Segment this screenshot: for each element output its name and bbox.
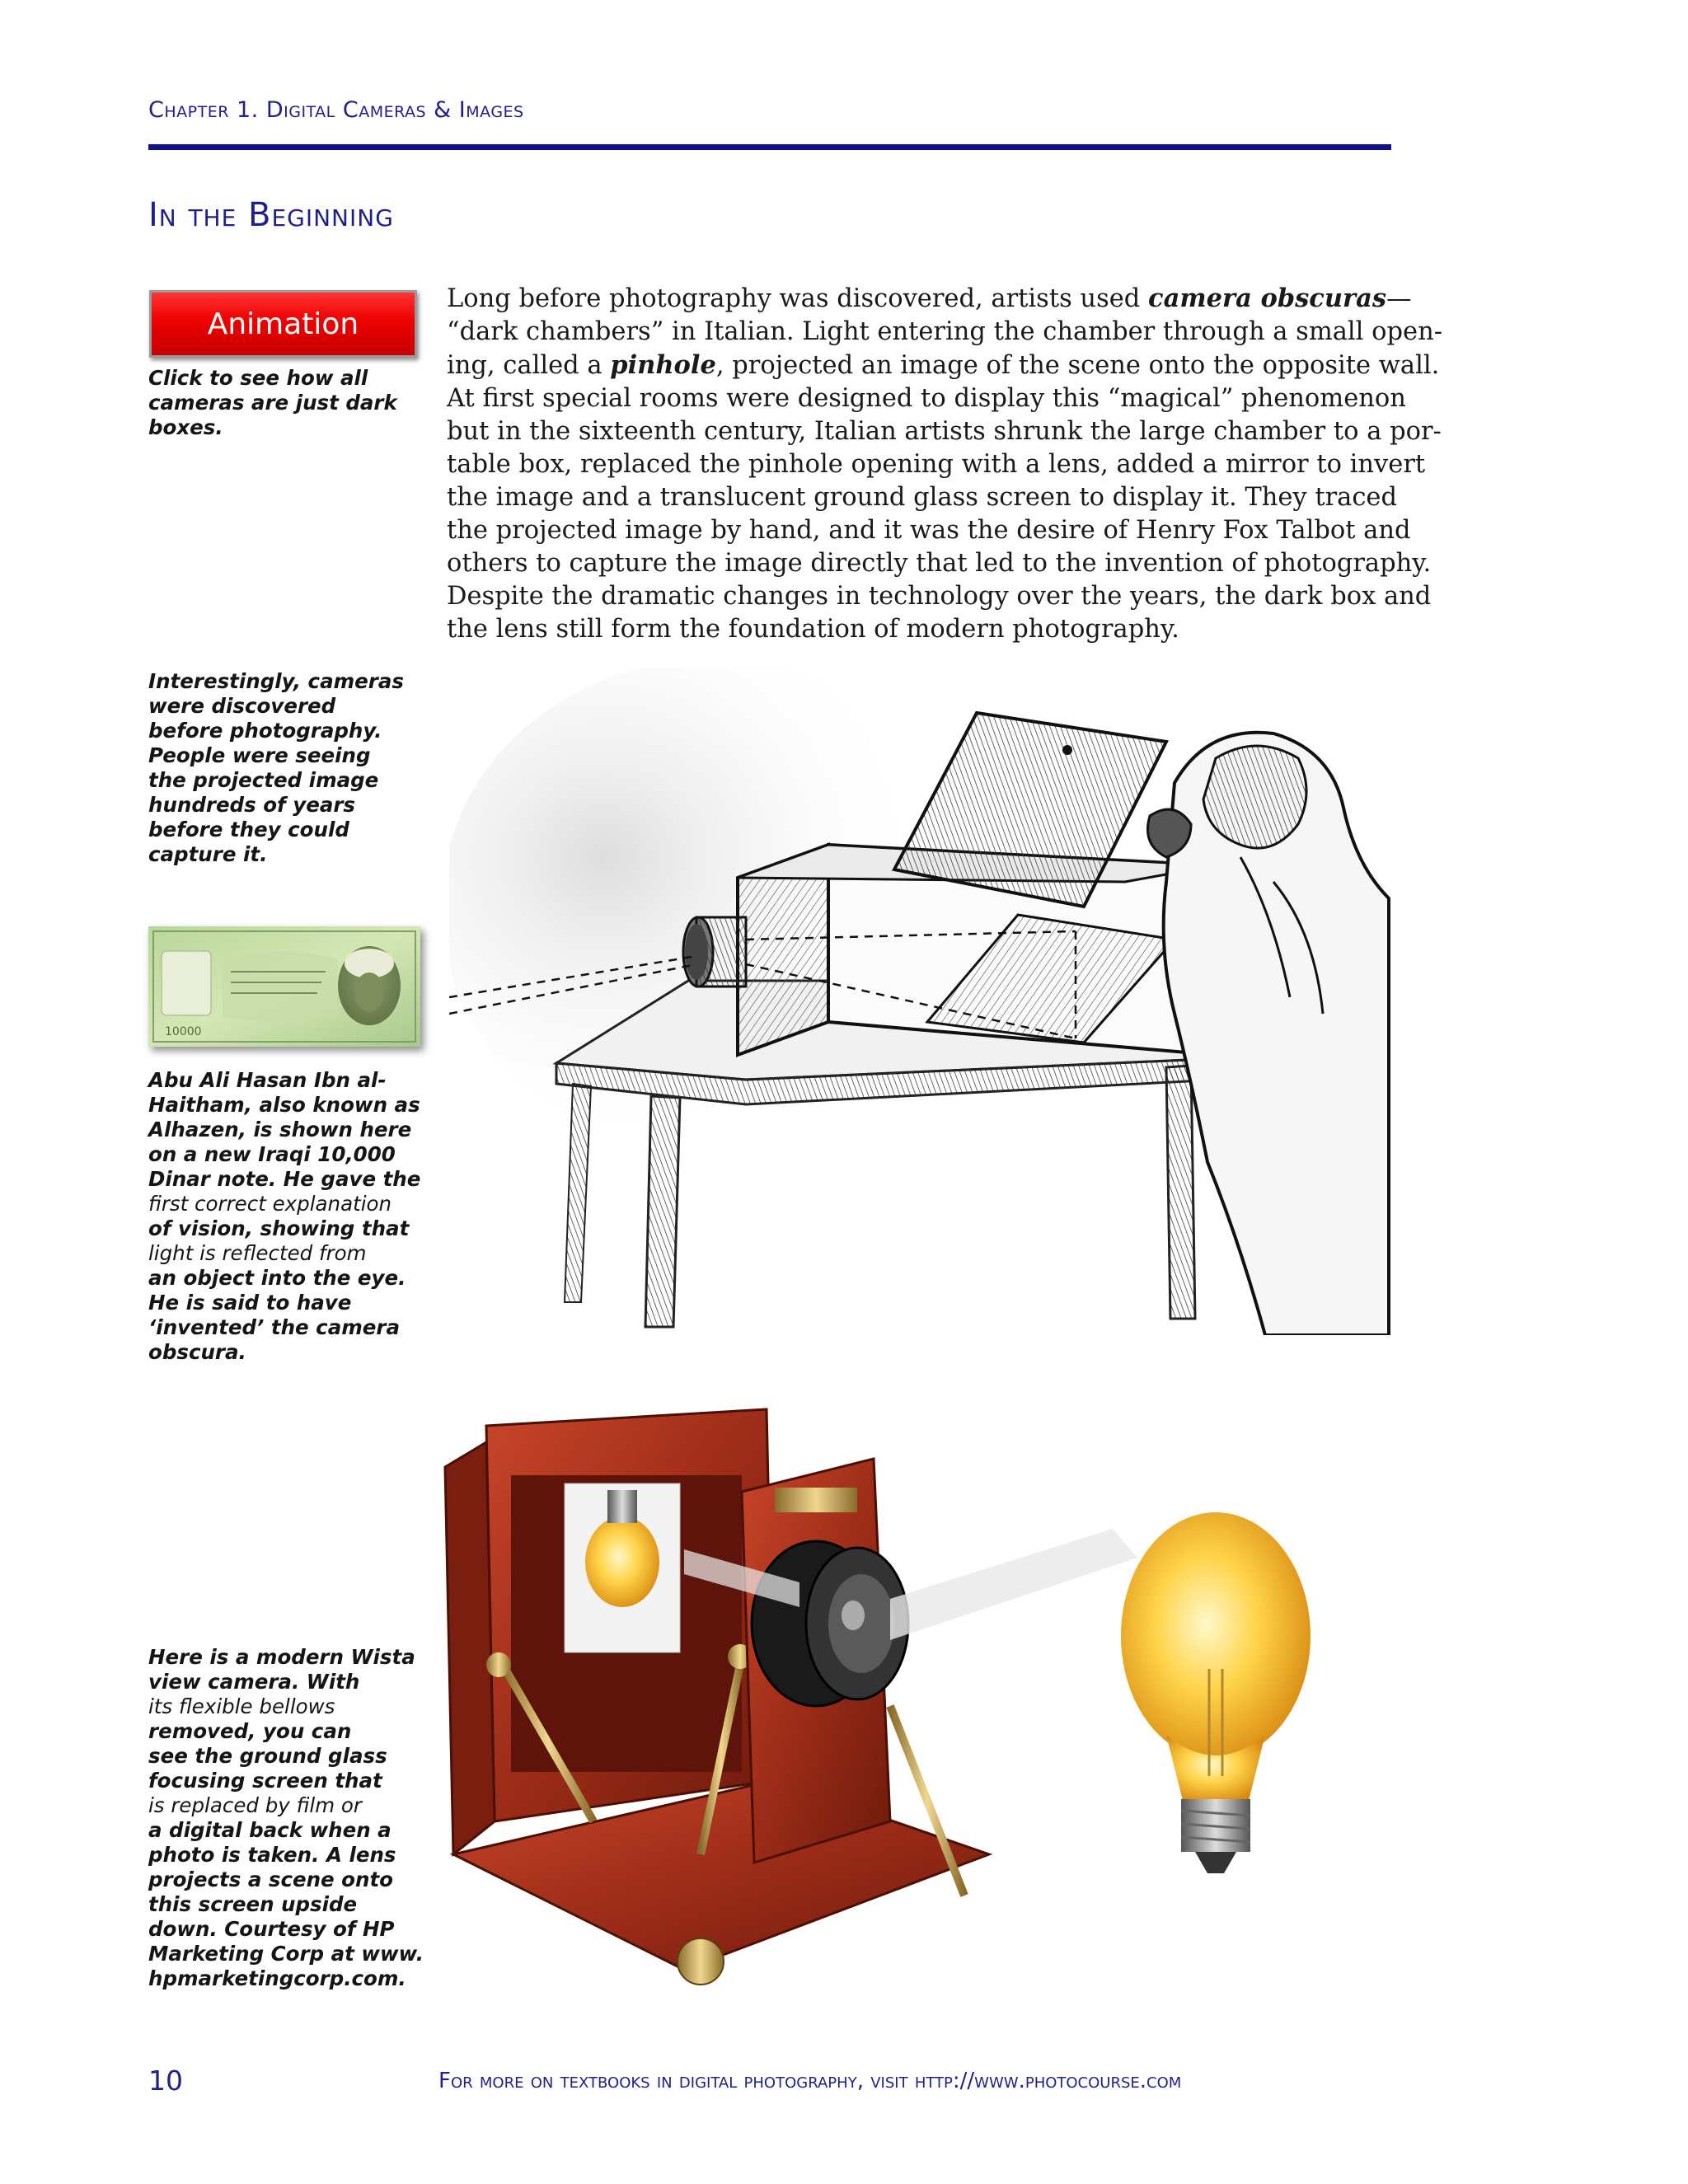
body-text: , projected an image of the scene onto the opposite wall. — [715, 351, 1440, 380]
caption-line: Click to see how all — [148, 366, 368, 390]
caption-line: before photography. — [148, 719, 382, 743]
body-text: Long before photography was discovered, artists used — [447, 284, 1148, 313]
caption-line: on a new Iraqi 10,000 — [148, 1142, 396, 1166]
dinar-note-illustration — [148, 926, 420, 1047]
wista-camera-drawing — [429, 1393, 1418, 2019]
caption-line: ‘invented’ the camera — [148, 1315, 400, 1339]
body-line: “dark chambers” in Italian. Light entering the chamber through a small open- — [447, 317, 1443, 346]
caption-line: capture it. — [148, 842, 268, 866]
caption-line: Alhazen, is shown here — [148, 1118, 412, 1141]
caption-line: boxes. — [148, 415, 223, 439]
caption-line: obscura. — [148, 1340, 246, 1364]
body-line: the projected image by hand, and it was the desire of Henry Fox Talbot and — [447, 516, 1411, 545]
chapter-header: Chapter 1. Digital Cameras & Images — [148, 97, 524, 123]
caption-line: removed, you can — [148, 1719, 352, 1743]
term-camera-obscuras: camera obscuras — [1148, 284, 1387, 313]
body-line: but in the sixteenth century, Italian artists shrunk the large chamber to a por- — [447, 417, 1442, 446]
body-line: the image and a translucent ground glass screen to display it. They traced — [447, 483, 1397, 512]
caption-line: Dinar note. He gave the — [148, 1167, 421, 1191]
body-line: Despite the dramatic changes in technology over the years, the dark box and — [447, 582, 1432, 611]
page-number: 10 — [148, 2064, 183, 2097]
caption-line: a digital back when a — [148, 1818, 392, 1842]
body-line: table box, replaced the pinhole opening with a lens, added a mirror to invert — [447, 450, 1426, 479]
caption-line: Abu Ali Hasan Ibn al- — [148, 1068, 387, 1092]
section-title: In the Beginning — [148, 196, 394, 234]
camera-obscura-illustration — [449, 668, 1393, 1335]
alhazen-caption — [148, 1068, 420, 1365]
caption-line: the projected image — [148, 768, 379, 792]
camera-obscura-drawing — [449, 668, 1393, 1335]
caption-line: focusing screen that — [148, 1769, 382, 1793]
svg-text:10000: 10000 — [165, 1025, 202, 1038]
caption-line: hundreds of years — [148, 793, 356, 817]
caption-line: photo is taken. A lens — [148, 1843, 396, 1867]
body-paragraph — [447, 282, 1443, 646]
animation-caption — [148, 366, 420, 440]
caption-line: Marketing Corp at www. — [148, 1942, 424, 1966]
caption-line: view camera. With — [148, 1670, 360, 1694]
caption-line: of vision, showing that — [148, 1216, 410, 1240]
term-pinhole: pinhole — [610, 350, 716, 380]
caption-line: light is reflected from — [148, 1241, 367, 1265]
caption-line: is replaced by film or — [148, 1793, 362, 1817]
body-line: At first special rooms were designed to display this “magical” phenomenon — [447, 384, 1406, 413]
body-text: ing, called a — [447, 351, 611, 380]
caption-line: its flexible bellows — [148, 1694, 335, 1718]
body-text: — — [1386, 284, 1412, 313]
caption-line: this screen upside — [148, 1892, 358, 1916]
photocourse-link[interactable]: For more on textbooks in digital photography, visit http://www.photocourse.com — [438, 2069, 1182, 2093]
caption-line: see the ground glass — [148, 1744, 387, 1768]
caption-line: projects a scene onto — [148, 1868, 394, 1891]
animation-button[interactable]: Animation — [149, 290, 417, 358]
caption-line: before they could — [148, 818, 349, 841]
body-line: the lens still form the foundation of modern photography. — [447, 615, 1179, 644]
caption-line: Haitham, also known as — [148, 1093, 420, 1117]
caption-line: were discovered — [148, 694, 336, 718]
caption-line: down. Courtesy of HP — [148, 1917, 395, 1941]
caption-line: People were seeing — [148, 743, 371, 767]
caption-line: first correct explanation — [148, 1192, 392, 1216]
body-line: others to capture the image directly that led to the invention of photography. — [447, 549, 1432, 578]
caption-line: hpmarketingcorp.com. — [148, 1966, 406, 1990]
wista-caption — [148, 1645, 424, 1991]
cameras-discovered-caption — [148, 669, 420, 867]
caption-line: Interestingly, cameras — [148, 669, 404, 693]
wista-camera-illustration — [429, 1393, 1418, 2019]
dinar-note-image — [148, 926, 420, 1047]
caption-line: Here is a modern Wista — [148, 1645, 415, 1669]
caption-line: He is said to have — [148, 1291, 352, 1315]
caption-line: cameras are just dark — [148, 391, 397, 415]
header-rule — [148, 144, 1391, 150]
caption-line: an object into the eye. — [148, 1266, 406, 1290]
